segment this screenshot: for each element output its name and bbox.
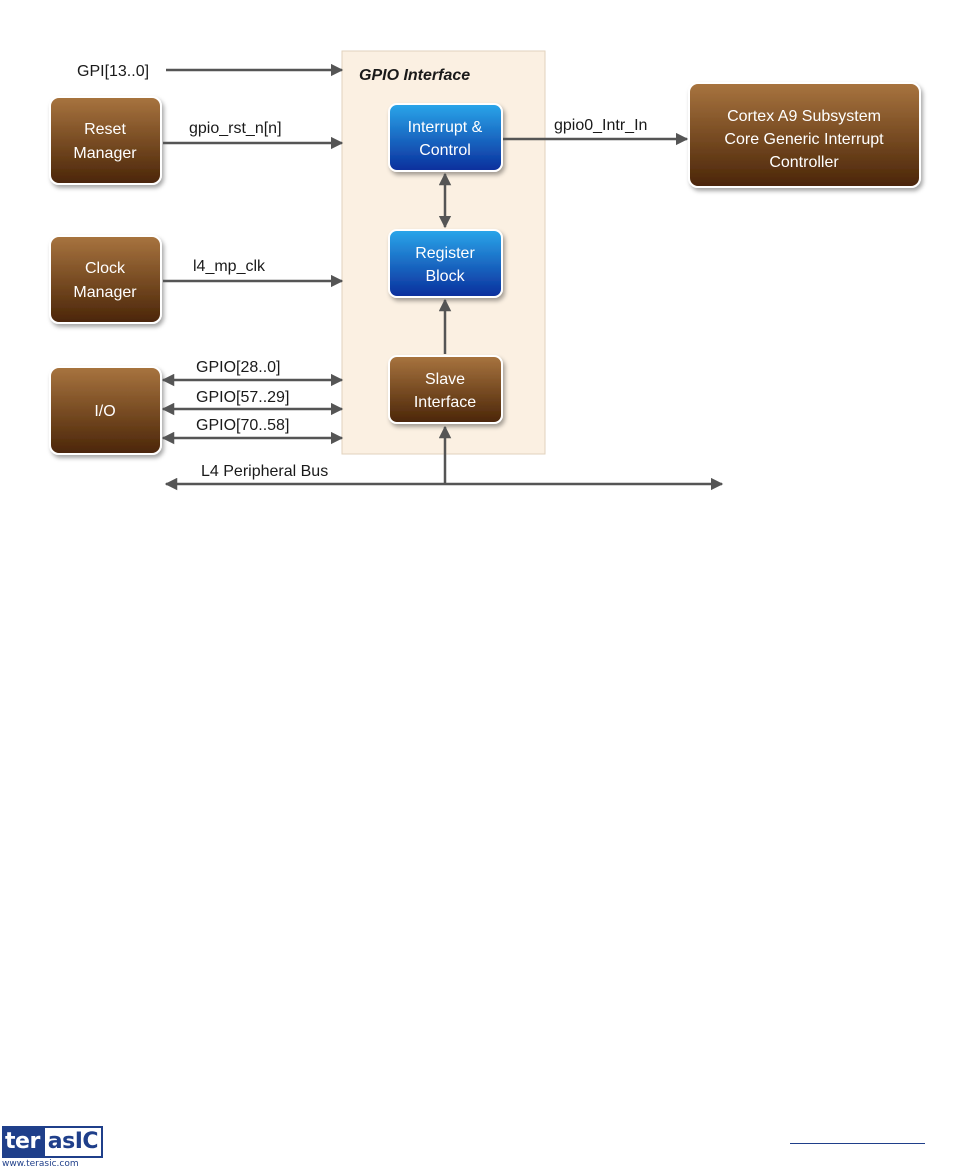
logo-asic-text: asIC bbox=[43, 1126, 103, 1158]
cortex-label-1: Cortex A9 Subsystem bbox=[727, 108, 881, 125]
l4-bus-label: L4 Peripheral Bus bbox=[201, 463, 329, 480]
reset-manager-label-1: Reset bbox=[84, 121, 126, 138]
terasic-logo bbox=[2, 1126, 110, 1172]
interrupt-control-label-1: Interrupt & bbox=[407, 119, 483, 136]
register-block-label-2: Block bbox=[425, 268, 465, 285]
logo-ter-text: ter bbox=[2, 1126, 43, 1158]
clock-manager-label-2: Manager bbox=[73, 284, 137, 301]
reset-manager-label-2: Manager bbox=[73, 145, 137, 162]
gpio-interface-title: GPIO Interface bbox=[359, 67, 471, 84]
register-block-label-1: Register bbox=[415, 245, 475, 262]
interrupt-control-label-2: Control bbox=[419, 142, 471, 159]
gpio-block-diagram bbox=[0, 0, 960, 520]
gpio-c-label: GPIO[70..58] bbox=[196, 417, 290, 434]
clock-manager-label-1: Clock bbox=[84, 260, 126, 277]
clock-manager-block bbox=[50, 236, 161, 323]
logo-url: www.terasic.com bbox=[2, 1159, 79, 1169]
slave-interface-label-2: Interface bbox=[413, 394, 477, 411]
l4-mp-clk-label: l4_mp_clk bbox=[193, 258, 266, 275]
gpio-rst-label: gpio_rst_n[n] bbox=[189, 120, 282, 137]
gpio-a-label: GPIO[28..0] bbox=[196, 359, 281, 376]
footer-rule bbox=[790, 1143, 925, 1144]
cortex-label-3: Controller bbox=[769, 154, 839, 171]
gpio-b-label: GPIO[57..29] bbox=[196, 389, 290, 406]
slave-interface-block bbox=[389, 356, 502, 423]
cortex-label-2: Core Generic Interrupt bbox=[724, 131, 884, 148]
gpi-label: GPI[13..0] bbox=[77, 63, 150, 80]
intr-label: gpio0_Intr_In bbox=[554, 117, 648, 134]
reset-manager-block bbox=[50, 97, 161, 184]
slave-interface-label-1: Slave bbox=[424, 371, 466, 388]
register-block bbox=[389, 230, 502, 297]
interrupt-control-block bbox=[389, 104, 502, 171]
io-label: I/O bbox=[94, 403, 116, 420]
